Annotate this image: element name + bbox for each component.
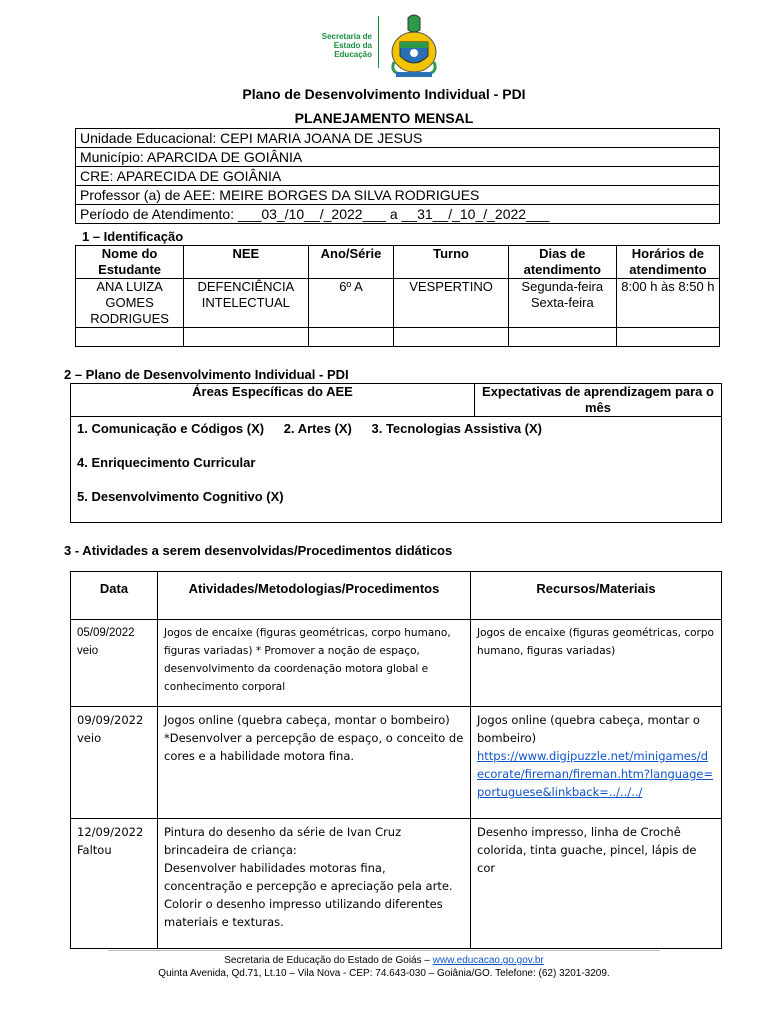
info-periodo: Período de Atendimento: ___03_/10__/_2022___ a __31__/_10_/_2022___ [76, 205, 720, 224]
header-horarios [616, 246, 719, 279]
cell-nome: ANA LUIZA GOMES RODRIGUES [76, 279, 184, 328]
activity-description [158, 819, 471, 949]
activity-description: Jogos online (quebra cabeça, montar o bombeiro) *Desenvolver a percepção de espaço, o conceito de cores e a habilidade motora fina. [158, 707, 471, 819]
empty-cell [308, 328, 394, 347]
cell-ano: 6º A [308, 279, 394, 328]
resource-link[interactable]: https://www.digipuzzle.net/minigames/decorate/fireman/fireman.htm?language=portuguese&linkback=../../../ [477, 749, 714, 799]
activity-date-cell [71, 819, 158, 949]
activities-table [70, 571, 722, 949]
activity-date: 12/09/2022 [77, 825, 144, 839]
empty-cell [508, 328, 616, 347]
header-dias: Dias de atendimento [508, 246, 616, 279]
header-recursos: Recursos/Materiais [471, 572, 722, 620]
header-horarios-text: Horários de atendimento [629, 246, 707, 277]
area-desenvolvimento: 5. Desenvolvimento Cognitivo (X) [77, 489, 284, 504]
activity-date: 05/09/2022 [77, 627, 135, 639]
activity-status: Faltou [77, 843, 112, 857]
identification-table [75, 245, 720, 347]
section-3-title: 3 - Atividades a serem desenvolvidas/Procedimentos didáticos [64, 543, 453, 558]
footer-address: Quinta Avenida, Qd.71, Lt.10 – Vila Nova - CEP: 74.643-030 – Goiânia/GO. Telefone: (62) 3201-3209. [158, 968, 610, 979]
footer-text: Secretaria de Educação do Estado de Goiás – [224, 955, 433, 966]
secretaria-logo [318, 12, 443, 80]
area-enriquecimento: 4. Enriquecimento Curricular [77, 455, 256, 470]
activity-description-3: Colorir o desenho impresso utilizando diferentes materiais e texturas. [164, 897, 443, 929]
cell-horario: 8:00 h às 8:50 h [616, 279, 719, 328]
info-table [75, 128, 720, 224]
footer-website-link[interactable]: www.educacao.go.gov.br [432, 955, 544, 966]
activity-description-2: Desenvolver habilidades motoras fina, concentração e percepção e apreciação pela arte. [164, 861, 453, 893]
activity-status: veio [77, 731, 102, 745]
goias-crest-icon [386, 12, 442, 78]
header-expectativas: Expectativas de aprendizagem para o mês [475, 384, 722, 417]
header-areas: Áreas Específicas do AEE [71, 384, 475, 417]
activity-status: veio [77, 645, 99, 657]
activity-resources: Jogos de encaixe (figuras geométricas, corpo humano, figuras variadas) [471, 620, 722, 707]
footer-line-1 [0, 955, 768, 966]
cell-dias-1: Segunda-feira [521, 279, 604, 294]
header-data: Data [71, 572, 158, 620]
area-comunicacao: 1. Comunicação e Códigos (X) [77, 421, 265, 436]
info-cre: CRE: APARECIDA DE GOIÂNIA [76, 167, 720, 186]
activity-description-1: Pintura do desenho da série de Ivan Cruz brincadeira de criança: [164, 825, 402, 857]
area-tecnologias: 3. Tecnologias Assistiva (X) [371, 421, 542, 436]
empty-cell [394, 328, 508, 347]
document-title: Plano de Desenvolvimento Individual - PDI [242, 86, 526, 102]
footer-divider [108, 950, 660, 951]
cell-dias-2: Sexta-feira [530, 295, 594, 310]
empty-cell [616, 328, 719, 347]
activity-date-cell [71, 707, 158, 819]
empty-cell [184, 328, 308, 347]
cell-nee: DEFENCIÊNCIA INTELECTUAL [184, 279, 308, 328]
info-unidade: Unidade Educacional: CEPI MARIA JOANA DE JESUS [76, 129, 720, 148]
header-nee: NEE [184, 246, 308, 279]
cell-dias [508, 279, 616, 328]
header-nome: Nome do Estudante [76, 246, 184, 279]
info-professor: Professor (a) de AEE: MEIRE BORGES DA SILVA RODRIGUES [76, 186, 720, 205]
document-subtitle: PLANEJAMENTO MENSAL [294, 110, 474, 126]
info-municipio: Município: APARCIDA DE GOIÂNIA [76, 148, 720, 167]
activity-description: Jogos de encaixe (figuras geométricas, corpo humano, figuras variadas) * Promover a noção de espaço, desenvolvimento da coordenação motora global e conhecimento corporal [158, 620, 471, 707]
activity-date: 09/09/2022 [77, 713, 144, 727]
cell-turno: VESPERTINO [394, 279, 508, 328]
logo-text: Secretaria de Estado da Educação [321, 32, 372, 59]
logo-divider [378, 16, 379, 68]
activity-resources [471, 707, 722, 819]
area-artes: 2. Artes (X) [283, 421, 352, 436]
header-atividades: Atividades/Metodologias/Procedimentos [158, 572, 471, 620]
activity-date-cell [71, 620, 158, 707]
empty-cell [76, 328, 184, 347]
section-2-title: 2 – Plano de Desenvolvimento Individual - PDI [64, 367, 349, 382]
section-1-title: 1 – Identificação [82, 229, 184, 244]
header-turno: Turno [394, 246, 508, 279]
activity-resources: Desenho impresso, linha de Crochê colorida, tinta guache, pincel, lápis de cor [471, 819, 722, 949]
areas-table [70, 383, 722, 523]
areas-content [71, 417, 722, 523]
header-ano: Ano/Série [308, 246, 394, 279]
areas-line-1 [77, 420, 715, 454]
activity-resources-text: Jogos online (quebra cabeça, montar o bombeiro) [477, 713, 700, 745]
